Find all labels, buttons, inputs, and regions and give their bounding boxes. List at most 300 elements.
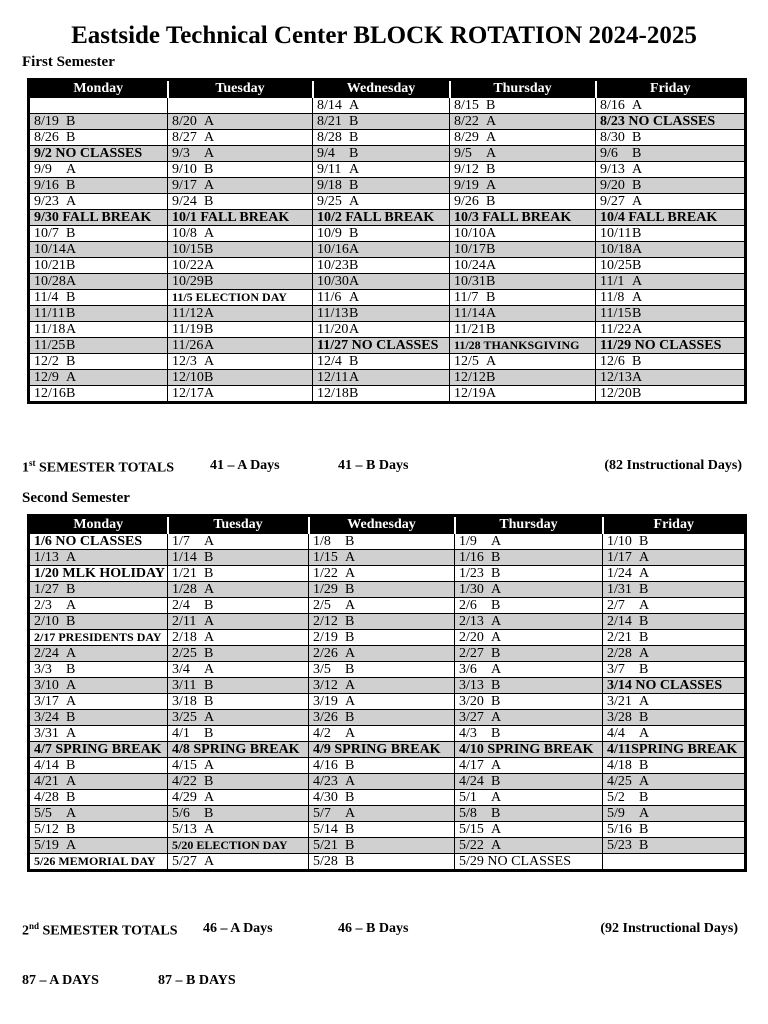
year-a-days: 87 – A DAYS [22,973,99,988]
day-cell [168,354,313,370]
day-cell [309,534,455,550]
block-letter: B [204,274,214,289]
date-label: 11/19 [172,322,204,337]
day-cell [29,178,168,194]
day-cell [596,386,746,403]
day-cell [450,354,596,370]
day-cell [603,774,746,790]
date-label: 4/16 [313,758,338,773]
event-label: 10/4 FALL BREAK [600,210,718,225]
date-label: 9/25 [317,194,342,209]
date-label: 1/14 [172,550,197,565]
date-label: 3/12 [313,678,338,693]
date-label: 4/3 [459,726,477,741]
day-cell [596,242,746,258]
block-letter: B [345,838,355,853]
day-cell [29,742,168,758]
day-cell [455,662,603,678]
day-cell [596,114,746,130]
date-label: 5/14 [313,822,338,837]
date-label: 2/21 [607,630,632,645]
totals-label: 1st SEMESTER TOTALS [22,458,175,476]
block-letter: A [345,598,356,613]
block-letter: B [639,790,649,805]
date-label: 12/5 [454,354,479,369]
day-header-tuesday: Tuesday [168,80,313,98]
day-cell [168,630,309,646]
date-label: 2/5 [313,598,331,613]
day-cell [455,582,603,598]
day-cell [29,274,168,290]
day-cell [168,550,309,566]
block-letter: B [349,258,359,273]
block-letter: A [66,370,77,385]
day-cell [313,306,450,322]
date-label: 11/6 [317,290,342,305]
date-label: 1/24 [607,566,632,581]
day-cell [168,338,313,354]
date-label: 10/29 [172,274,204,289]
date-label: 10/31 [454,274,486,289]
day-cell [29,758,168,774]
date-label: 1/22 [313,566,338,581]
block-letter: B [66,306,76,321]
date-label: 11/18 [34,322,66,337]
event-label: 11/5 ELECTION DAY [172,290,287,304]
block-letter: A [639,774,650,789]
day-cell [603,566,746,582]
day-cell [309,646,455,662]
block-letter: A [491,582,502,597]
day-cell [313,370,450,386]
day-cell [168,370,313,386]
day-header-tuesday: Tuesday [168,516,309,534]
date-label: 11/14 [454,306,486,321]
date-label: 12/6 [600,354,625,369]
date-label: 8/26 [34,130,59,145]
date-label: 2/7 [607,598,625,613]
date-label: 8/21 [317,114,342,129]
day-cell [29,822,168,838]
block-letter: A [639,550,650,565]
day-cell [29,694,168,710]
block-letter: B [491,678,501,693]
day-cell [603,806,746,822]
day-cell [168,386,313,403]
day-cell [313,162,450,178]
day-cell [29,678,168,694]
date-label: 5/27 [172,854,197,869]
block-letter: B [345,614,355,629]
date-label: 1/28 [172,582,197,597]
day-cell [309,614,455,630]
week-row [29,566,746,582]
day-cell [309,566,455,582]
day-cell [455,742,603,758]
date-label: 9/23 [34,194,59,209]
day-cell [29,550,168,566]
date-label: 3/24 [34,710,59,725]
day-cell [29,290,168,306]
day-cell [29,258,168,274]
week-row [29,838,746,854]
date-label: 9/20 [600,178,625,193]
day-cell [29,386,168,403]
day-cell [603,694,746,710]
day-cell [450,290,596,306]
block-letter: A [632,242,643,257]
block-letter: A [66,646,77,661]
date-label: 12/4 [317,354,342,369]
day-cell [168,130,313,146]
day-cell [309,854,455,871]
date-label: 4/15 [172,758,197,773]
day-cell [309,806,455,822]
block-letter: A [66,322,77,337]
block-letter: B [632,226,642,241]
day-cell [455,758,603,774]
date-label: 10/16 [317,242,349,257]
block-letter: B [345,534,355,549]
date-label: 9/9 [34,162,52,177]
block-letter: A [345,678,356,693]
date-label: 11/25 [34,338,66,353]
week-row [29,774,746,790]
day-cell [29,242,168,258]
block-letter: B [486,290,496,305]
block-letter: A [639,598,650,613]
date-label: 9/16 [34,178,59,193]
block-letter: B [639,822,649,837]
day-cell [29,614,168,630]
block-letter: B [345,630,355,645]
event-label: 4/7 SPRING BREAK [34,742,162,757]
day-cell [168,534,309,550]
day-cell [309,598,455,614]
date-label: 3/13 [459,678,484,693]
event-label: 8/23 NO CLASSES [600,114,716,129]
block-letter: B [349,146,359,161]
date-label: 2/12 [313,614,338,629]
day-cell [29,130,168,146]
date-label: 1/13 [34,550,59,565]
day-cell [168,790,309,806]
week-row [29,306,746,322]
block-letter: B [66,386,76,401]
date-label: 3/21 [607,694,632,709]
day-cell [29,338,168,354]
date-label: 9/17 [172,178,197,193]
day-cell [309,710,455,726]
day-cell [168,322,313,338]
week-row [29,258,746,274]
b-days-total: 46 – B Days [338,921,409,936]
day-cell [313,338,450,354]
block-letter: A [204,130,215,145]
block-letter: B [66,582,76,597]
day-cell [313,226,450,242]
block-letter: A [491,630,502,645]
a-days-total: 41 – A Days [210,458,280,473]
block-letter: B [632,306,642,321]
date-label: 1/8 [313,534,331,549]
day-cell [29,790,168,806]
day-cell [450,98,596,114]
day-cell [313,98,450,114]
week-row [29,210,746,226]
date-label: 11/13 [317,306,349,321]
day-cell [455,598,603,614]
day-cell [168,306,313,322]
day-cell [29,854,168,871]
block-letter: B [632,354,642,369]
day-cell [29,566,168,582]
event-label: 4/9 SPRING BREAK [313,742,441,757]
block-letter: A [639,806,650,821]
date-label: 12/17 [172,386,204,401]
day-cell [29,146,168,162]
event-label: 5/26 MEMORIAL DAY [34,854,156,868]
block-letter: B [491,646,501,661]
date-label: 8/29 [454,130,479,145]
day-cell [168,162,313,178]
day-cell [29,370,168,386]
block-letter: A [66,694,77,709]
week-row [29,146,746,162]
block-letter: A [204,582,215,597]
a-days-total: 46 – A Days [203,921,273,936]
year-b-days: 87 – B DAYS [158,973,236,988]
day-cell [603,838,746,854]
day-cell [455,774,603,790]
week-row [29,130,746,146]
date-label: 11/4 [34,290,59,305]
day-cell [455,838,603,854]
week-row [29,338,746,354]
day-cell [313,146,450,162]
date-label: 10/25 [600,258,632,273]
day-cell [29,210,168,226]
block-letter: A [486,226,497,241]
week-row [29,98,746,114]
block-letter: A [204,258,215,273]
date-label: 4/14 [34,758,59,773]
date-label: 5/19 [34,838,59,853]
block-letter: B [204,646,214,661]
block-letter: B [66,710,76,725]
block-letter: A [345,694,356,709]
date-label: 4/18 [607,758,632,773]
day-cell [313,178,450,194]
block-letter: A [491,790,502,805]
day-header-thursday: Thursday [455,516,603,534]
day-cell [309,662,455,678]
block-letter: A [639,726,650,741]
date-label: 12/2 [34,354,59,369]
block-letter: A [66,838,77,853]
date-label: 9/18 [317,178,342,193]
day-cell [596,322,746,338]
date-label: 11/1 [600,274,625,289]
day-cell [596,290,746,306]
week-row [29,710,746,726]
date-label: 10/30 [317,274,349,289]
date-label: 11/22 [600,322,632,337]
block-letter: B [639,582,649,597]
block-letter: B [486,274,496,289]
block-letter: A [491,710,502,725]
day-cell [450,194,596,210]
day-cell [168,742,309,758]
block-letter: B [204,194,214,209]
block-letter: B [639,534,649,549]
date-label: 5/12 [34,822,59,837]
event-label: 11/28 THANKSGIVING [454,338,580,352]
day-cell [168,822,309,838]
event-label: 4/10 SPRING BREAK [459,742,594,757]
day-cell [596,178,746,194]
event-label: 9/2 NO CLASSES [34,146,143,161]
day-cell [29,226,168,242]
day-cell [450,242,596,258]
day-cell [309,774,455,790]
block-letter: A [349,274,360,289]
day-cell [455,806,603,822]
date-label: 12/19 [454,386,486,401]
date-label: 8/14 [317,98,342,113]
day-cell [168,646,309,662]
date-label: 2/19 [313,630,338,645]
block-letter: B [491,566,501,581]
date-label: 10/24 [454,258,486,273]
day-cell [313,354,450,370]
date-label: 2/14 [607,614,632,629]
date-label: 2/4 [172,598,190,613]
block-letter: B [345,758,355,773]
date-label: 1/27 [34,582,59,597]
date-label: 3/7 [607,662,625,677]
block-letter: A [204,354,215,369]
day-cell [168,98,313,114]
date-label: 3/6 [459,662,477,677]
day-cell [455,534,603,550]
day-cell [313,242,450,258]
totals-label: 2nd SEMESTER TOTALS [22,921,178,939]
block-letter: B [345,710,355,725]
day-cell [168,726,309,742]
event-label: 1/20 MLK HOLIDAY [34,566,165,581]
date-label: 10/22 [172,258,204,273]
date-label: 8/22 [454,114,479,129]
block-letter: A [66,726,77,741]
date-label: 3/10 [34,678,59,693]
day-cell [450,370,596,386]
block-letter: B [204,566,214,581]
day-cell [603,630,746,646]
date-label: 3/19 [313,694,338,709]
date-label: 12/12 [454,370,486,385]
day-cell [455,822,603,838]
day-header-wednesday: Wednesday [309,516,455,534]
day-cell [455,854,603,871]
date-label: 10/15 [172,242,204,257]
event-label: 9/30 FALL BREAK [34,210,152,225]
block-letter: A [204,758,215,773]
week-row [29,114,746,130]
block-letter: A [632,274,643,289]
event-label: 2/17 PRESIDENTS DAY [34,630,162,644]
block-letter: B [486,322,496,337]
date-label: 4/24 [459,774,484,789]
date-label: 4/1 [172,726,190,741]
date-label: 10/9 [317,226,342,241]
day-cell [455,726,603,742]
block-letter: A [204,146,215,161]
date-label: 10/7 [34,226,59,241]
block-letter: B [204,678,214,693]
day-cell [309,582,455,598]
day-cell [309,726,455,742]
date-label: 4/23 [313,774,338,789]
day-header-friday: Friday [603,516,746,534]
date-label: 11/21 [454,322,486,337]
week-row [29,242,746,258]
second-semester-label: Second Semester [22,490,130,506]
day-cell [603,678,746,694]
day-cell [596,354,746,370]
block-letter: B [639,662,649,677]
day-cell [313,114,450,130]
event-label: 3/14 NO CLASSES [607,678,723,693]
day-cell [596,338,746,354]
day-cell [455,566,603,582]
block-letter: A [66,274,77,289]
block-letter: A [491,838,502,853]
first-semester-table [27,78,747,404]
block-letter: B [345,582,355,597]
block-letter: B [632,178,642,193]
day-cell [29,306,168,322]
day-cell [309,678,455,694]
block-letter: A [632,162,643,177]
date-label: 1/29 [313,582,338,597]
block-letter: B [491,774,501,789]
day-cell [29,114,168,130]
date-label: 1/17 [607,550,632,565]
block-letter: A [349,98,360,113]
block-letter: B [345,822,355,837]
week-row [29,178,746,194]
block-letter: A [491,758,502,773]
block-letter: A [632,322,643,337]
date-label: 9/27 [600,194,625,209]
date-label: 4/25 [607,774,632,789]
date-label: 8/15 [454,98,479,113]
block-letter: A [204,178,215,193]
date-label: 2/20 [459,630,484,645]
day-cell [29,662,168,678]
week-row [29,790,746,806]
day-cell [29,726,168,742]
day-cell [168,678,309,694]
block-letter: A [204,614,215,629]
day-cell [29,98,168,114]
block-letter: B [66,338,76,353]
day-cell [168,114,313,130]
date-label: 1/15 [313,550,338,565]
day-cell [313,258,450,274]
date-label: 3/31 [34,726,59,741]
